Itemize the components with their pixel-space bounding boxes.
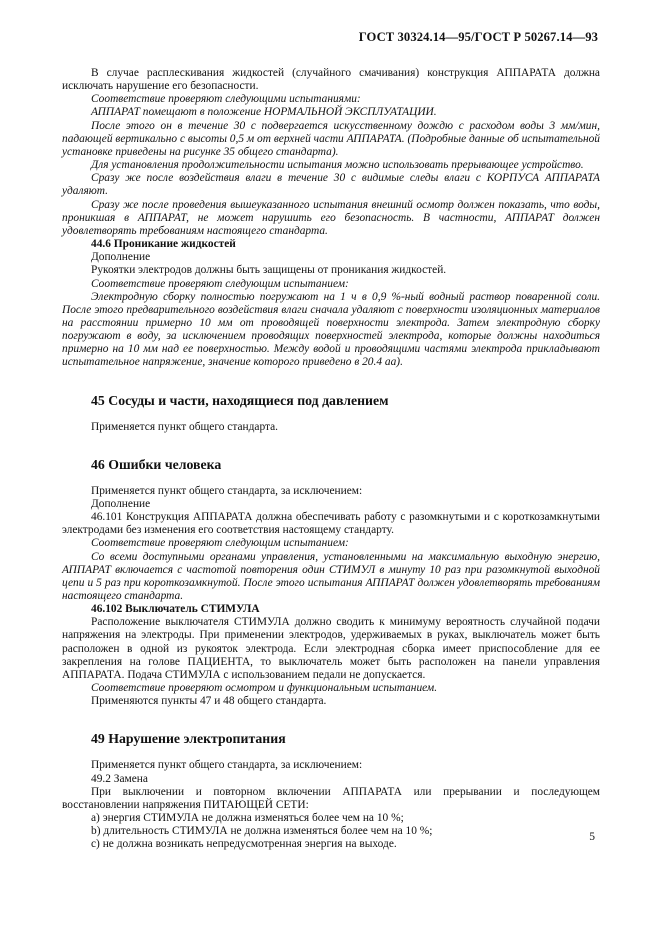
paragraph: При выключении и повторном включении АППАРАТА или прерывании и последующем восстановлении напряжения ПИТАЮЩЕЙ СЕТИ: (62, 785, 600, 811)
page-body (62, 67, 600, 852)
paragraph: Рукоятки электродов должны быть защищены от проникания жидкостей. (91, 264, 447, 277)
subsection-title-46-102: 46.102 Выключатель СТИМУЛА (91, 603, 260, 616)
list-item: b) длительность СТИМУЛА не должна изменяться более чем на 10 %; (91, 825, 433, 838)
paragraph: Дополнение (91, 497, 151, 510)
test-step: Со всеми доступными органами управления, установленными на максимальную выходную энергию, АППАРАТ включается с частотой повторения один СТИМУЛ в минуту 10 раз при разомкнутой выходной цепи и 5 раз при короткозамкнутой. После этого испытания АППАРАТ должен удовлетворять требованиям настоящего стандарта. (62, 550, 600, 602)
paragraph: Расположение выключателя СТИМУЛА должно сводить к минимуму вероятность случайной подачи напряжения на электроды. При применении электродов, удерживаемых в руках, выключатель может быть расположен в одной из рукояток электрода. Если электродная сборка имеет приспособление для ее закрепления на голове ПАЦИЕНТА, то выключатель может быть расположен на панели управления АППАРАТА. Подача СТИМУЛА с использованием педали не допускается. (62, 616, 600, 681)
paragraph: 49.2 Замена (91, 772, 148, 785)
paragraph: Дополнение (91, 251, 151, 264)
section-title-45: 45 Сосуды и части, находящиеся под давлением (91, 392, 389, 408)
test-step: Электродную сборку полностью погружают на 1 ч в 0,9 %-ный водный раствор поваренной соли. После этого предварительного воздействия влаги сначала удаляют с поверхности изоляционных материалов на расстоянии примерно 10 мм от проводящей поверхности электрода. Затем электродную сборку погружают в воду, за исключением проводящих поверхностей электрода, которые должны находиться примерно на 10 мм над ее поверхностью. Между водой и проводящими частями электрода прикладывают испытательное напряжение, значение которого приведено в 20.4 аа). (62, 290, 600, 369)
running-header: ГОСТ 30324.14—95/ГОСТ Р 50267.14—93 (358, 30, 598, 44)
paragraph: Применяются пункты 47 и 48 общего стандарта. (91, 695, 327, 708)
subsection-title-44-6: 44.6 Проникание жидкостей (91, 238, 236, 251)
test-step: АППАРАТ помещают в положение НОРМАЛЬНОЙ ЭКСПЛУАТАЦИИ. (91, 106, 437, 119)
compliance-note: Соответствие проверяют осмотром и функциональным испытанием. (91, 682, 438, 695)
list-item: а) энергия СТИМУЛА не должна изменяться более чем на 10 %; (91, 812, 404, 825)
section-title-46: 46 Ошибки человека (91, 456, 222, 472)
section-title-49: 49 Нарушение электропитания (91, 731, 286, 747)
list-item: с) не должна возникать непредусмотренная энергия на выходе. (91, 838, 397, 851)
paragraph: В случае расплескивания жидкостей (случайного смачивания) конструкция АППАРАТА должна исключать нарушение его безопасности. (62, 67, 600, 93)
compliance-note: Соответствие проверяют следующим испытанием: (91, 537, 349, 550)
paragraph: 46.101 Конструкция АППАРАТА должна обеспечивать работу с разомкнутыми и с короткозамкнутыми электродами без изменения его соответствия настоящему стандарту. (62, 511, 600, 537)
paragraph: Применяется пункт общего стандарта. (91, 420, 279, 433)
test-step: Для установления продолжительности испытания можно использовать прерывающее устройство. (91, 159, 584, 172)
test-step: После этого он в течение 30 с подвергается искусственному дождю с расходом воды 3 мм/мин, падающей вертикально с высоты 0,5 м от верхней части АППАРАТА. (Подробные данные об испытательной установке приведены на рисунке 35 общего стандарта). (62, 119, 600, 158)
compliance-note: Соответствие проверяют следующими испытаниями: (91, 93, 361, 106)
test-step: Сразу же после воздействия влаги в течение 30 с видимые следы влаги с КОРПУСА АППАРАТА удаляют. (62, 172, 600, 198)
test-step: Сразу же после проведения вышеуказанного испытания внешний осмотр должен показать, что воды, проникшая в АППАРАТ, не может нарушить его безопасность. В частности, АППАРАТ должен удовлетворять требованиям настоящего стандарта. (62, 198, 600, 237)
paragraph: Применяется пункт общего стандарта, за исключением: (91, 484, 363, 497)
page-number: 5 (589, 831, 595, 843)
compliance-note: Соответствие проверяют следующим испытанием: (91, 277, 349, 290)
paragraph: Применяется пункт общего стандарта, за исключением: (91, 759, 363, 772)
